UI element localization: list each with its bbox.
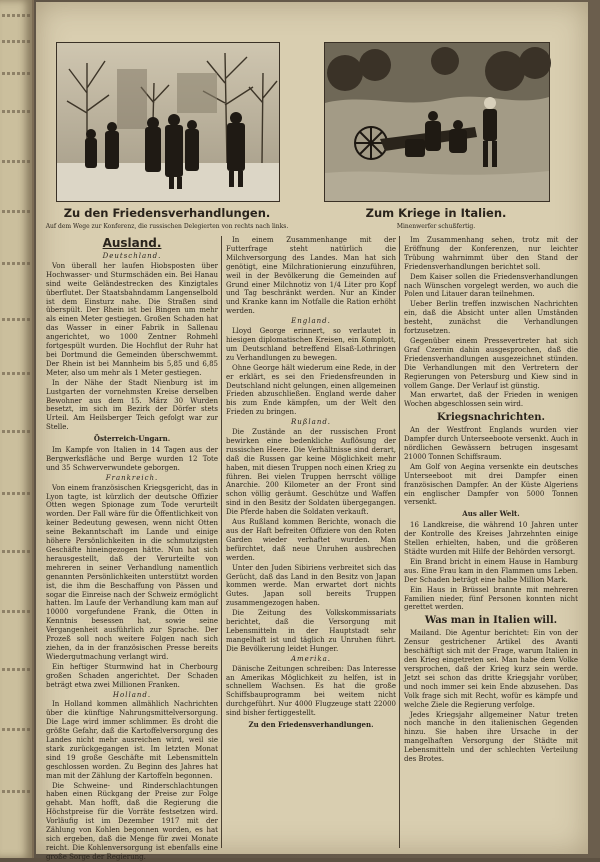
prev-page-text-line — [2, 262, 30, 265]
subheading-england: England. — [291, 317, 331, 326]
delegates-photo-image — [57, 43, 279, 201]
article-paragraph: Von einem französischen Kriegsgericht, das in Lyon tagte, ist kürzlich der deutsche Offizier Otten wegen Spionage zum Tode verurteilt worden. Der Fall wäre für die Öffentlichkeit von keiner Bedeutung gewesen, wenn nicht Otten seine Bekanntschaft im Lande und einige höhere Persönlichkeiten in die schmutzigsten Geschäfte hineingezogen hätte. Nun hat sich herausgestellt, daß der Verurteilte von mehreren in seiner Verhandlung namentlich genannten Persönlichkeiten unterstützt worden ist, die ihm die Beschaffung von Pässen und sogar die Einreise nach der Schweiz ermöglicht hatten. Im Laufe der Verhandlung kam man auf 10000 vorgefundene Frank, die Otten in Kenntnis besessen hat, sowie seine Vergangenheit ausführlich zur Sprache. Der Prozeß soll noch weitere Folgen nach sich ziehen, da in der französischen Presse bereits Wiedergutmachung verlangt wird. — [46, 483, 218, 661]
article-paragraph: Gegenüber einem Pressevertreter hat sich Graf Czernin dahin ausgesprochen, daß die Friedensverhandlungen ausgezeichnet stünden. Die Verhandlungen mit den Vertretern der Regierungen von Petersburg und Kiew sind in vollem Gange. Der Verlauf ist günstig. — [404, 336, 578, 390]
prev-page-text-line — [2, 160, 30, 163]
article-paragraph: Ueber Berlin treffen inzwischen Nachrichten ein, daß die Absicht unter allen Umständen besteht, zunächst die Verhandlungen fortzusetzen. — [404, 300, 578, 336]
article-paragraph: Ohne George hält wiederum eine Rede, in der er erklärt, es sei den Friedensfreunden in Deutschland nicht gelungen, einen allgemeinen Frieden abzuschließen. England werde daher bis zum Ende kämpfen, um der Welt den Frieden zu bringen. — [226, 363, 396, 417]
article-paragraph: Mailand. Die Agentur berichtet: Ein von der Zensur gestrichener Artikel des Avanti beschäftigt sich mit der Frage, warum Italien in den Krieg eingetreten sei. Man habe dem Volke versprochen, daß der Krieg kurz sein werde. Jetzt sei schon das dritte Kriegsjahr vorüber, und noch immer sei kein Ende abzusehen. Das Volk frage sich mit Recht, wofür es kämpfe und welche Ziele die Regierung verfolge. — [404, 629, 578, 709]
article-paragraph: Unter den Juden Sibiriens verbreitet sich das Gerücht, daß das Land in den Besitz von Japan kommen werde. Man erwartet dort nichts Gutes. Japan soll bereits Truppen zusammengezogen haben. — [226, 563, 396, 608]
article-paragraph: Man erwartet, daß der Frieden in wenigen Wochen abgeschlossen sein wird. — [404, 391, 578, 409]
subheading-deutschland: Deutschland. — [102, 252, 162, 260]
article-paragraph: 16 Landkreise, die während 10 Jahren unter der Kontrolle des Kreises Jahrzehnten einige Stellen erhielten, haben, und die größeren Städte wurden mit Hilfe der Behörden versorgt. — [404, 521, 578, 556]
column-middle — [226, 236, 396, 852]
subheading-holland: Holland. — [112, 690, 152, 699]
article-paragraph: Ein heftiger Sturmwind hat in Cherbourg großen Schaden angerichtet. Der Schaden beträgt etwa zwei Millionen Franken. — [46, 662, 218, 689]
article-paragraph: Von überall her laufen Hiobsposten über Hochwasser- und Sturmschäden ein. Bei Hanau sind weite Geländestrecken des Kinzigtales überflutet. Der Staatsbahndamm Langenselbold ist dem Einsturz nahe. Die Straßen sind überspült. Der Rhein ist bei Bingen um mehr als einen Meter gestiegen. Großen Schaden hat das Wasser in einer Fabrik in Sallenau angerichtet, wo 1000 Zentner Rohmehl fortgespült wurden. Die Hochflut der Ruhr hat bei Dortmund die Gemeinden überschwemmt. Der Rhein ist bei Mannheim bis 5,85 und 6,85 Meter, also um mehr als 1 Meter gestiegen. — [46, 261, 218, 377]
prev-page-text-line — [2, 610, 30, 613]
prev-page-text-line — [2, 210, 30, 213]
article-paragraph: Die Zustände an der russischen Front bewirken eine bedenkliche Auflösung der russischen Heere. Die Verhältnisse sind derart, daß die Russen gar keine Möglichkeit mehr haben, mit diesen Truppen noch einen Krieg zu führen. Bei vielen Truppen herrscht völlige Anarchie. 200 Kilometer an der Front sind schon völlig geräumt. Geschütze und Waffen sind in den Besitz der Soldaten übergegangen. Die Pferde haben die Soldaten verkauft. — [226, 428, 396, 517]
subheading-amerika: Amerika. — [290, 654, 332, 663]
prev-page-text-line — [2, 318, 30, 321]
prev-page-text-line — [2, 668, 30, 671]
previous-page-edge — [0, 0, 34, 858]
prev-page-text-line — [2, 40, 30, 43]
heading-italien: Was man in Italien will. — [424, 615, 558, 627]
article-paragraph: Lloyd George erinnert, so verlautet in hiesigen diplomatischen Kreisen, ein Komplott, um Deutschland betreffend Elsaß-Lothringen zu Verhandlungen zu bewegen. — [226, 327, 396, 362]
article-paragraph: Im Kampfe von Italien in 14 Tagen aus der Bergwerksfläche und Berge wurden 12 Tote und 35 Schwerverwundete geborgen. — [46, 446, 218, 472]
heading-aus-aller-welt: Aus aller Welt. — [462, 509, 520, 519]
subheading-friedensverhandlungen: Zu den Friedensverhandlungen. — [248, 720, 374, 730]
photo-2-title: Zum Kriege in Italien. — [365, 206, 507, 220]
column-divider — [221, 236, 222, 848]
article-paragraph: Im Zusammenhang sehen, trotz mit der Eröffnung der Konferenzen, nur leichter Trübung wahrnimmt über den Stand der Friedensverhandlungen berichtet soll. — [404, 236, 578, 271]
prev-page-text-line — [2, 14, 30, 17]
prev-page-text-line — [2, 790, 30, 793]
column-right — [404, 236, 578, 852]
section-heading-ausland: Ausland. — [102, 236, 162, 250]
heading-kriegsnachrichten: Kriegsnachrichten. — [436, 412, 545, 424]
subheading-russland: Rußland. — [290, 418, 332, 427]
photo-1-title: Zu den Friedensverhandlungen. — [63, 206, 271, 220]
article-paragraph: In Holland kommen allmählich Nachrichten über die künftige Nahrungsmittelversorgung. Die Lage wird immer schlimmer. Es droht die größte Gefahr, daß die Kartoffelversorgung des Landes nicht mehr ausreichen wird, weil sie stark zurückgegangen ist. Im letzten Monat sind 19 große Geschäfte mit Lebensmitteln geschlossen worden. Zu Beginn des Jahres hat man mit der Zählung der Kartoffeln begonnen. — [46, 700, 218, 780]
mortar-photo-image — [325, 43, 549, 201]
prev-page-text-line — [2, 728, 30, 731]
prev-page-text-line — [2, 72, 30, 75]
article-paragraph: Dänische Zeitungen schreiben: Das Interesse an Amerikas Möglichkeit zu helfen, ist in schnellem Wachsen. Es hat die große Schiffsbauprogramm bei weitem nicht durchgeführt. Nur 4000 Flugzeuge statt 22000 sind bisher fertiggestellt. — [226, 664, 396, 718]
article-paragraph: Am Golf von Aegina versenkte ein deutsches Unterseeboot mit drei Dampfer einen französischen Dampfer. An der Küste Algeriens ein englischer Dampfer von 5000 Tonnen versenkt. — [404, 462, 578, 507]
article-paragraph: Jedes Kriegsjahr allgemeiner Natur treten noch manche in den italienischen Gegenden hinzu. Sie haben ihre Ursache in der mangelhaften Versorgung der Städte mit Lebensmitteln und der schlechten Verteilung des Brotes. — [404, 710, 578, 764]
article-paragraph: Die Schweine- und Rinderschlachtungen haben einen Rückgang der Preise zur Folge gehabt. Man hofft, daß die Regierung die Höchstpreise für die Vorräte festsetzen wird. Vorläufig ist im Dezember 1917 mit der Zählung von Kohlen begonnen worden, es hat sich ergeben, daß die Menge für zwei Monate reicht. Die Kohlenversorgung ist ebenfalls eine große Sorge der Regierung. — [46, 781, 218, 861]
prev-page-text-line — [2, 110, 30, 113]
article-paragraph: Ein Brand bricht in einem Hause in Hamburg aus. Eine Frau kam in den Flammen ums Leben. Der Schaden beträgt eine halbe Million Mark. — [404, 557, 578, 584]
column-left — [46, 236, 218, 861]
prev-page-text-line — [2, 430, 30, 433]
article-paragraph: Dem Kaiser sollen die Friedensverhandlungen nach Wünschen vorgelegt werden, wo auch die Polen und Litauer daran teilnehmen. — [404, 272, 578, 299]
prev-page-text-line — [2, 372, 30, 375]
article-paragraph: Aus Rußland kommen Berichte, wonach die aus der Haft befreiten Offiziere von den Roten Garden wieder verhaftet wurden. Man befürchtet, daß neue Unruhen ausbrechen werden. — [226, 518, 396, 562]
article-paragraph: An der Westfront Englands wurden vier Dampfer durch Unterseeboote versenkt. Auch in nördlichen Gewässern betrugen insgesamt 21000 Tonnen Schiffsraum. — [404, 426, 578, 461]
photo-delegates-street — [56, 42, 280, 202]
article-paragraph: In der Nähe der Stadt Nienburg ist im Lustgarten der vornehmsten Kreise derselben Bewohner aus dem 15. März 30 Wurden besetzt, im sich im Bezirk der Dörfer stets Urteil. Am Heilsberger Teich gefolgt war zur Stelle. — [46, 378, 218, 432]
prev-page-text-line — [2, 550, 30, 553]
newspaper-page — [36, 2, 588, 861]
subheading-oesterreich: Österreich-Ungarn. — [93, 434, 171, 444]
photo-1-caption: Auf dem Wege zur Konferenz, die russischen Delegierten von rechts nach links. — [45, 223, 289, 230]
column-divider — [399, 236, 400, 848]
article-paragraph: In einem Zusammenhange mit der Futterfrage steht natürlich die Milchversorgung des Landes. Man hat sich genötigt, eine Milchrationierung einzuführen, weil in der Bevölkerung die Gemeinden auf Grund einer Milchnotiz von 1/4 Liter pro Kopf und Tag beschränkt werden. Nur an Kinder und Kranke kann im Notfalle die Ration erhöht werden. — [226, 236, 396, 316]
photo-2-caption: Minenwerfer schußfertig. — [396, 223, 476, 230]
article-paragraph: Die Zeitung des Volkskommissariats berichtet, daß die Versorgung mit Lebensmitteln in der Hauptstadt sehr mangelhaft ist und täglich zu Unruhen führt. Die Bevölkerung leidet Hunger. — [226, 609, 396, 653]
photo-mortar-crew — [324, 42, 550, 202]
subheading-frankreich: Frankreich. — [105, 473, 159, 482]
article-paragraph: Ein Haus in Brüssel brannte mit mehreren Familien nieder, fünf Personen konnten nicht gerettet werden. — [404, 585, 578, 612]
prev-page-text-line — [2, 492, 30, 495]
